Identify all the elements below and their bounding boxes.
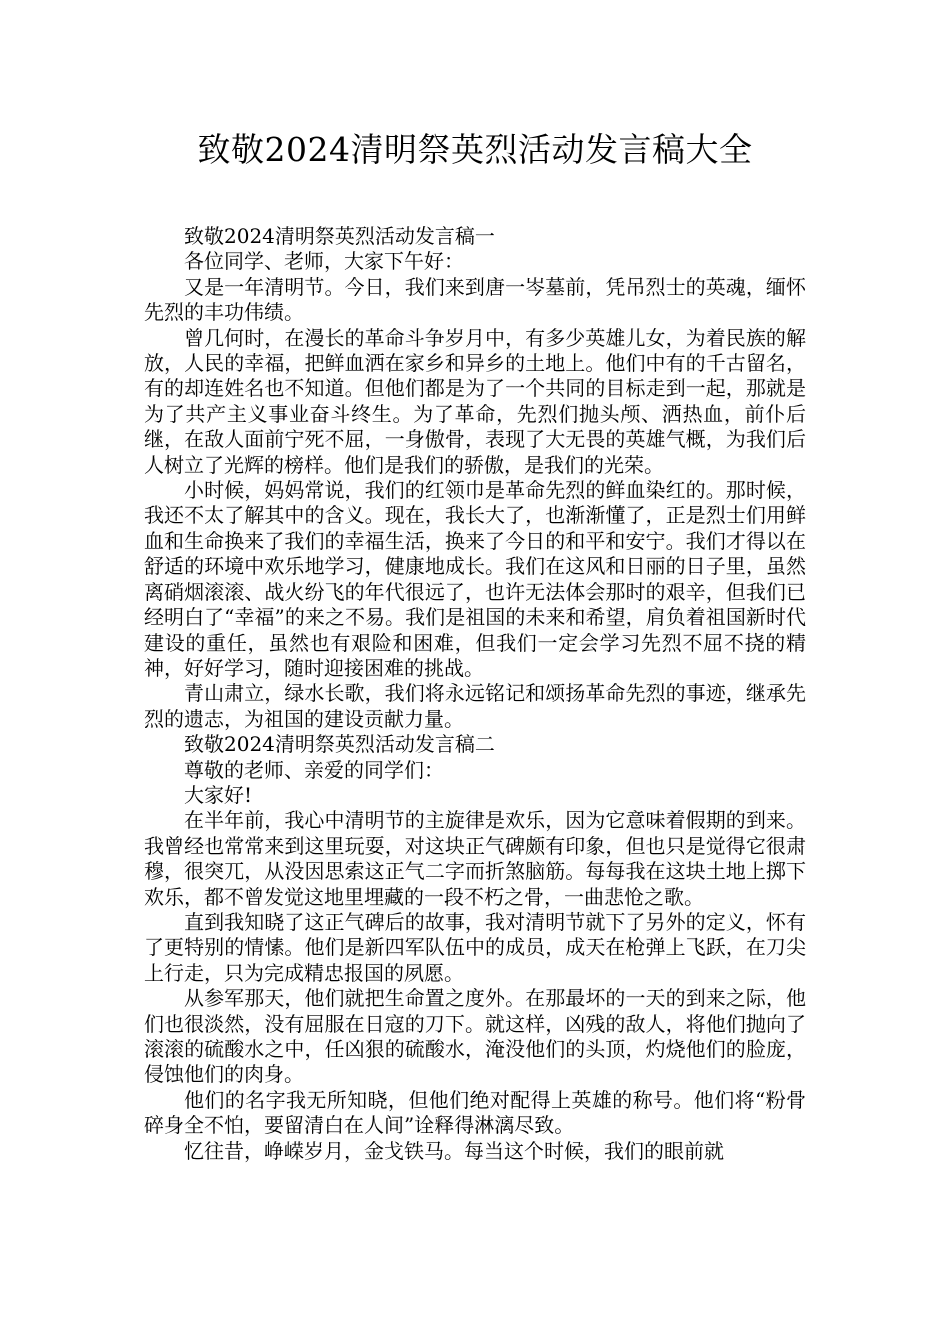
document-body (144, 224, 806, 1164)
body-paragraph: 曾几何时，在漫长的革命斗争岁月中，有多少英雄儿女，为着民族的解放，人民的幸福，把鲜血洒在家乡和异乡的土地上。他们中有的千古留名，有的却连姓名也不知道。但他们都是为了一个共同的目标走到一起，那就是为了共产主义事业奋斗终生。为了革命，先烈们抛头颅、洒热血，前仆后继，在敌人面前宁死不屈，一身傲骨，表现了大无畏的英雄气概，为我们后人树立了光辉的榜样。他们是我们的骄傲，是我们的光荣。 (144, 325, 806, 477)
body-paragraph: 从参军那天，他们就把生命置之度外。在那最坏的一天的到来之际，他们也很淡然，没有屈服在日寇的刀下。就这样，凶残的敌人，将他们抛向了滚滚的硫酸水之中，任凶狠的硫酸水，淹没他们的头顶，灼烧他们的脸庞，侵蚀他们的肉身。 (144, 986, 806, 1087)
document-title: 致敬2024清明祭英烈活动发言稿大全 (197, 130, 753, 169)
greeting-paragraph: 大家好! (184, 782, 253, 807)
body-paragraph: 又是一年清明节。今日，我们来到唐一岑墓前，凭吊烈士的英魂，缅怀先烈的丰功伟绩。 (144, 274, 806, 325)
salutation-paragraph: 尊敬的老师、亲爱的同学们： (184, 757, 444, 782)
body-paragraph: 小时候，妈妈常说，我们的红领巾是革命先烈的鲜血染红的。那时候，我还不太了解其中的含义。现在，我长大了，也渐渐懂了，正是烈士们用鲜血和生命换来了我们的幸福生活，换来了今日的和平和安宁。我们才得以在舒适的环境中欢乐地学习，健康地成长。我们在这风和日丽的日子里，虽然离硝烟滚滚、战火纷飞的年代很远了，也许无法体会那时的艰辛，但我们已经明白了“幸福”的来之不易。我们是祖国的未来和希望，肩负着祖国新时代建设的重任，虽然也有艰险和困难，但我们一定会学习先烈不屈不挠的精神，好好学习，随时迎接困难的挑战。 (144, 478, 806, 680)
body-paragraph: 直到我知晓了这正气碑后的故事，我对清明节就下了另外的定义，怀有了更特别的情愫。他们是新四军队伍中的成员，成天在枪弹上飞跃，在刀尖上行走，只为完成精忠报国的夙愿。 (144, 909, 806, 985)
salutation-paragraph: 各位同学、老师，大家下午好： (184, 249, 464, 274)
body-paragraph: 青山肃立，绿水长歌，我们将永远铭记和颂扬革命先烈的事迹，继承先烈的遗志，为祖国的建设贡献力量。 (144, 681, 806, 731)
section-heading-two: 致敬2024清明祭英烈活动发言稿二 (184, 732, 495, 757)
body-paragraph: 他们的名字我无所知晓，但他们绝对配得上英雄的称号。他们将“粉骨碎身全不怕，要留清白在人间”诠释得淋漓尽致。 (144, 1087, 806, 1138)
section-heading-one: 致敬2024清明祭英烈活动发言稿一 (184, 224, 495, 248)
body-paragraph: 忆往昔，峥嵘岁月，金戈铁马。每当这个时候，我们的眼前就 (184, 1138, 724, 1163)
body-paragraph: 在半年前，我心中清明节的主旋律是欢乐，因为它意味着假期的到来。我曾经也常常来到这里玩耍，对这块正气碑颇有印象，但也只是觉得它很肃穆，很突兀，从没因思索这正气二字而折煞脑筋。每每我在这块土地上掷下欢乐，都不曾发觉这地里埋藏的一段不朽之骨，一曲悲怆之歌。 (144, 808, 806, 909)
